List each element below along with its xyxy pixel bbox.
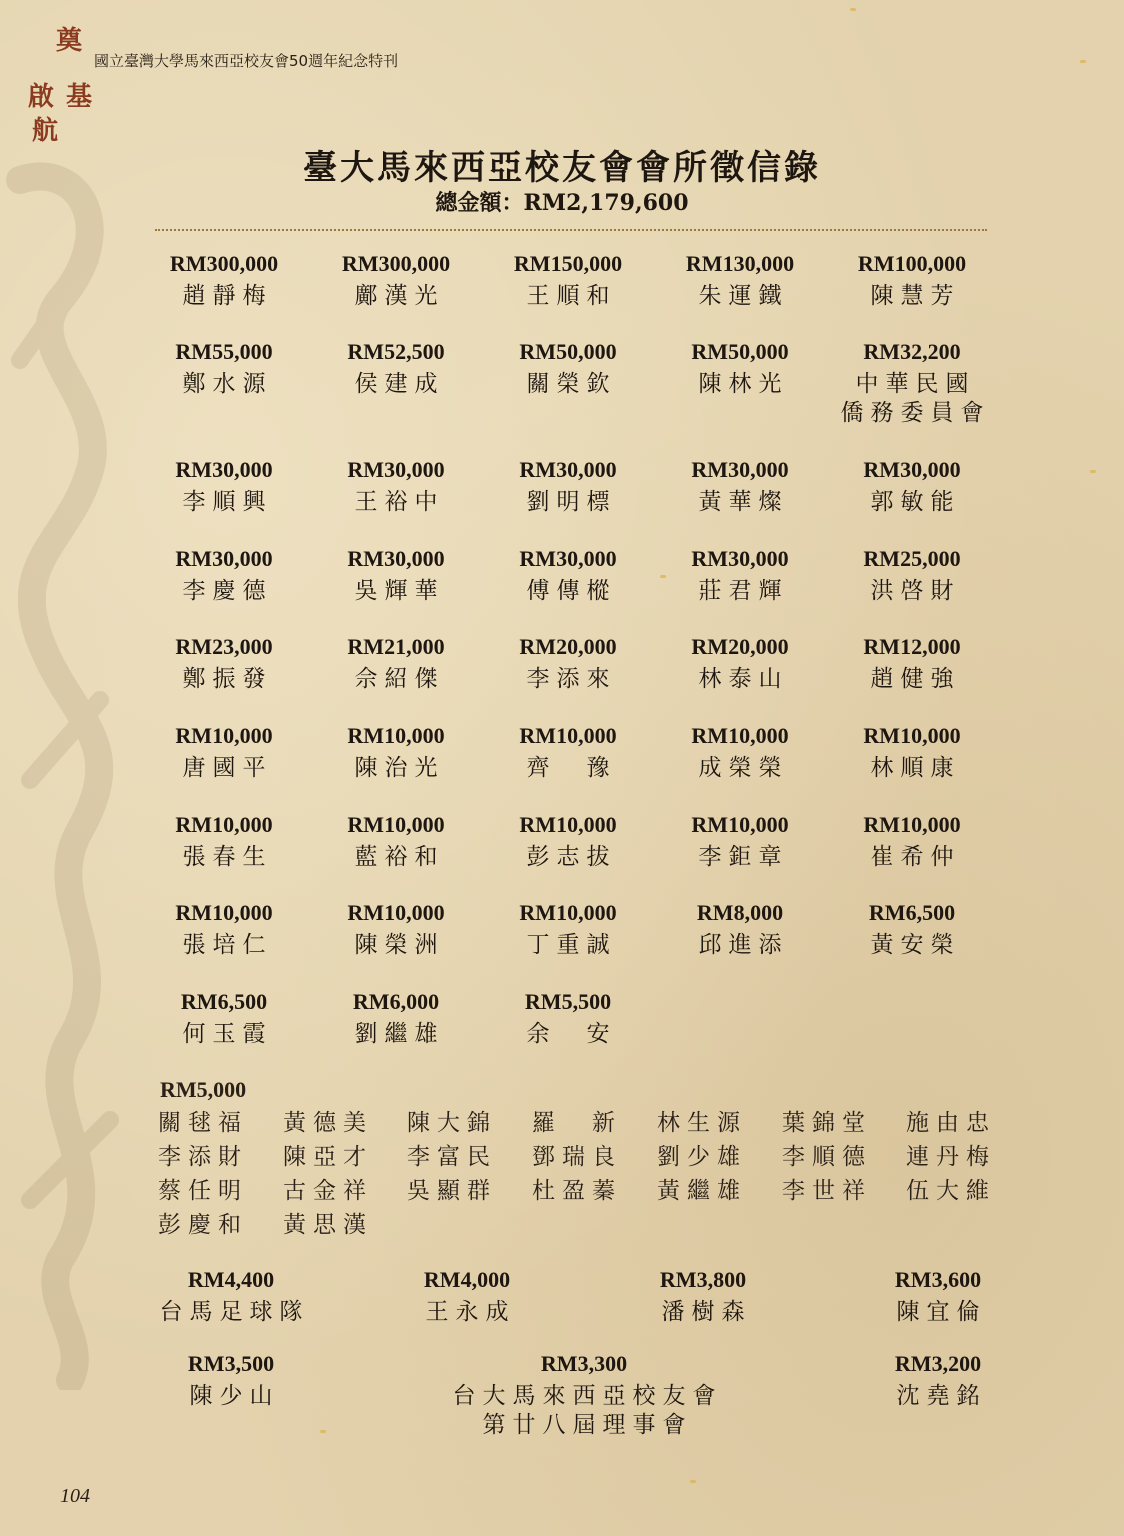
donor-name: 伍大維 [906, 1178, 996, 1204]
donor-name: 李鉅章 [698, 844, 789, 870]
donor-entry [482, 250, 654, 311]
donor-name: 藍裕和 [354, 844, 445, 870]
donation-amount: RM12,000 [863, 634, 961, 659]
donor-entry [826, 250, 998, 311]
donor-name: 洪啓財 [870, 578, 961, 604]
donor-name: 成榮榮 [698, 755, 789, 781]
donor-name: 王裕中 [354, 489, 445, 515]
donation-amount: RM30,000 [519, 457, 617, 482]
logo-char: 基 [66, 82, 93, 112]
rm5000-amount: RM5,000 [160, 1077, 247, 1102]
donation-amount: RM30,000 [863, 457, 961, 482]
donor-name: 朱運鐵 [698, 283, 789, 309]
donor-name: 黃德美 [283, 1110, 373, 1136]
donor-name: 侯建成 [354, 371, 445, 397]
donor-entry [482, 988, 654, 1049]
calligraphy-watermark [0, 140, 150, 1390]
donor-name: 李慶德 [182, 578, 273, 604]
donation-amount: RM20,000 [519, 634, 617, 659]
donor-name: 丁重誠 [526, 932, 617, 958]
donor-name: 陳榮洲 [354, 932, 445, 958]
donor-entry [310, 899, 482, 960]
donor-name: 李富民 [407, 1144, 497, 1170]
donor-entry [828, 1266, 1048, 1327]
donor-entry [310, 250, 482, 311]
donor-entry [310, 338, 482, 399]
donor-entry [138, 722, 310, 783]
gold-fleck [1080, 60, 1086, 63]
donor-entry [654, 811, 826, 872]
donation-amount: RM5,500 [524, 989, 612, 1014]
donor-name: 李添來 [526, 666, 617, 692]
donor-name: 蔡任明 [158, 1178, 248, 1204]
donor-entry [826, 811, 998, 872]
total-amount: 總金額：RM2,179,600 [435, 190, 689, 216]
donor-entry [482, 811, 654, 872]
donation-amount: RM10,000 [175, 900, 273, 925]
bottom-donor-row-2 [138, 1350, 998, 1438]
donor-entry [826, 722, 998, 783]
donor-entry [138, 899, 310, 960]
donor-name: 連丹梅 [906, 1144, 996, 1170]
donor-entry [138, 456, 310, 517]
donor-entry [138, 250, 310, 311]
page-number: 104 [60, 1485, 90, 1507]
donor-name: 葉錦堂 [782, 1110, 872, 1136]
donor-name: 劉少雄 [657, 1144, 747, 1170]
gold-fleck [690, 1480, 696, 1483]
donation-amount: RM6,500 [868, 900, 956, 925]
donation-amount: RM10,000 [691, 812, 789, 837]
donation-amount: RM130,000 [685, 251, 795, 276]
donor-name: 吳顯群 [407, 1178, 497, 1204]
donation-amount: RM25,000 [863, 546, 961, 571]
donor-entry [826, 545, 998, 606]
donation-amount: RM10,000 [347, 812, 445, 837]
donation-amount: RM30,000 [347, 457, 445, 482]
donation-amount: RM10,000 [347, 900, 445, 925]
donation-amount: RM30,000 [175, 457, 273, 482]
donor-entry [654, 338, 826, 399]
donation-amount: RM30,000 [175, 546, 273, 571]
donor-entry [654, 545, 826, 606]
page-title: 臺大馬來西亞校友會會所徵信錄 [303, 148, 821, 188]
gold-fleck [1090, 470, 1096, 473]
donation-amount: RM50,000 [519, 339, 617, 364]
donor-name: 吳輝華 [354, 578, 445, 604]
donation-amount: RM3,300 [540, 1351, 628, 1376]
donor-entry [310, 633, 482, 694]
donor-name: 羅 新 [532, 1110, 622, 1136]
donor-row [138, 633, 998, 717]
donation-amount: RM300,000 [341, 251, 451, 276]
donor-name: 陳大錦 [407, 1110, 497, 1136]
logo-char: 航 [32, 116, 59, 146]
donor-name: 李世祥 [782, 1178, 872, 1204]
donation-amount: RM10,000 [863, 723, 961, 748]
donation-amount: RM10,000 [519, 812, 617, 837]
donation-amount: RM10,000 [863, 812, 961, 837]
bottom-donor-row-1 [138, 1266, 998, 1336]
donation-amount: RM10,000 [519, 900, 617, 925]
donor-entry [593, 1266, 813, 1327]
donor-entry [310, 722, 482, 783]
donor-name: 黃繼雄 [657, 1178, 747, 1204]
donation-amount: RM10,000 [175, 723, 273, 748]
donor-row [138, 545, 998, 629]
donor-name: 張培仁 [182, 932, 273, 958]
logo-char: 奠 [56, 26, 83, 56]
calligraphy-logo [22, 20, 94, 146]
donor-name: 佘紹傑 [354, 666, 445, 692]
donor-entry [482, 545, 654, 606]
donation-amount: RM20,000 [691, 634, 789, 659]
donation-amount: RM30,000 [691, 546, 789, 571]
donor-name: 彭慶和 [158, 1212, 248, 1238]
donor-name: 林泰山 [698, 666, 789, 692]
donor-name: 關榮欽 [526, 371, 617, 397]
donation-amount: RM4,400 [187, 1267, 275, 1292]
donor-entry [654, 633, 826, 694]
donor-name: 王順和 [526, 283, 617, 309]
donation-amount: RM52,500 [347, 339, 445, 364]
donor-entry [71, 1350, 391, 1411]
donor-entry [310, 988, 482, 1049]
donation-amount: RM10,000 [347, 723, 445, 748]
donor-name: 齊 豫 [526, 755, 617, 781]
donor-name: 陳宜倫 [896, 1299, 987, 1325]
donation-amount: RM32,200 [863, 339, 961, 364]
donor-name: 陳亞才 [283, 1144, 373, 1170]
gold-fleck [320, 1430, 326, 1433]
donor-name: 陳治光 [354, 755, 445, 781]
donor-name: 古金祥 [283, 1178, 373, 1204]
donor-name: 鄭水源 [182, 371, 273, 397]
donation-amount: RM30,000 [519, 546, 617, 571]
donor-name: 李順德 [782, 1144, 872, 1170]
donor-entry [310, 811, 482, 872]
donor-name: 劉明標 [526, 489, 617, 515]
donor-entry [482, 722, 654, 783]
donor-name: 莊君輝 [698, 578, 789, 604]
donor-entry [654, 250, 826, 311]
donation-amount: RM3,200 [894, 1351, 982, 1376]
donor-name: 陳林光 [698, 371, 789, 397]
donor-entry [357, 1266, 577, 1327]
donation-amount: RM10,000 [519, 723, 617, 748]
donor-name: 趙健強 [870, 666, 961, 692]
donation-amount: RM50,000 [691, 339, 789, 364]
gold-fleck [850, 8, 856, 11]
donation-amount: RM6,000 [352, 989, 440, 1014]
donor-name-line-2: 第廿八屆理事會 [482, 1412, 693, 1438]
donor-entry [310, 456, 482, 517]
donor-row [138, 988, 998, 1072]
donor-entry [826, 456, 998, 517]
publication-title: 國立臺灣大學馬來西亞校友會50週年紀念特刊 [94, 52, 399, 70]
donor-entry [654, 722, 826, 783]
donor-entry [138, 633, 310, 694]
logo-char: 啟 [28, 82, 55, 112]
donation-amount: RM300,000 [169, 251, 279, 276]
donation-amount: RM6,500 [180, 989, 268, 1014]
donor-row [138, 456, 998, 540]
donor-name: 邱進添 [698, 932, 789, 958]
donor-entry [482, 338, 654, 399]
donation-amount: RM3,800 [659, 1267, 747, 1292]
donor-name: 杜盈蓁 [532, 1178, 622, 1204]
donor-name: 林生源 [657, 1110, 747, 1136]
donor-entry [826, 899, 998, 960]
donor-entry [310, 545, 482, 606]
donation-amount: RM8,000 [696, 900, 784, 925]
donation-amount: RM10,000 [175, 812, 273, 837]
donation-amount: RM100,000 [857, 251, 967, 276]
donor-entry [121, 1266, 341, 1327]
donor-row [138, 811, 998, 895]
donor-entry [826, 338, 998, 428]
donation-amount: RM55,000 [175, 339, 273, 364]
donor-name: 何玉霞 [182, 1021, 273, 1047]
donor-name: 鄧瑞良 [532, 1144, 622, 1170]
donor-name: 黃華燦 [698, 489, 789, 515]
donor-name: 陳慧芳 [870, 283, 961, 309]
donor-name: 崔希仲 [870, 844, 961, 870]
donor-name: 王永成 [425, 1299, 516, 1325]
donor-entry [138, 988, 310, 1049]
donor-entry [482, 633, 654, 694]
donor-entry [778, 1350, 1098, 1411]
donor-row [138, 722, 998, 806]
donor-entry [138, 545, 310, 606]
donor-name: 唐國平 [182, 755, 273, 781]
donor-name: 李順興 [182, 489, 273, 515]
donor-entry [654, 456, 826, 517]
donor-name: 李添財 [158, 1144, 248, 1170]
donation-amount: RM21,000 [347, 634, 445, 659]
donor-name: 余 安 [526, 1021, 617, 1047]
donation-amount: RM4,000 [423, 1267, 511, 1292]
donor-row [138, 250, 998, 334]
donation-amount: RM30,000 [347, 546, 445, 571]
donor-row [138, 338, 998, 426]
donor-name: 林順康 [870, 755, 961, 781]
donation-amount: RM23,000 [175, 634, 273, 659]
donor-row [138, 899, 998, 983]
donor-name: 陳少山 [189, 1383, 280, 1409]
donor-name: 施由忠 [906, 1110, 996, 1136]
donor-name: 郭敏能 [870, 489, 961, 515]
donor-name: 台大馬來西亞校友會 [452, 1383, 723, 1409]
dotted-divider [155, 229, 987, 231]
donor-name: 黃思漢 [283, 1212, 373, 1238]
donation-amount: RM30,000 [691, 457, 789, 482]
donor-name: 張春生 [182, 844, 273, 870]
donor-name: 彭志拔 [526, 844, 617, 870]
donor-name: 沈堯銘 [896, 1383, 987, 1409]
donor-name: 黃安榮 [870, 932, 961, 958]
donation-amount: RM3,500 [187, 1351, 275, 1376]
donor-name: 鄺漢光 [354, 283, 445, 309]
donor-entry [482, 899, 654, 960]
donor-name: 趙靜梅 [182, 283, 273, 309]
donor-name: 關毬福 [158, 1110, 248, 1136]
donation-amount: RM3,600 [894, 1267, 982, 1292]
donor-entry [138, 338, 310, 399]
donor-name: 劉繼雄 [354, 1021, 445, 1047]
donor-entry [138, 811, 310, 872]
donation-amount: RM150,000 [513, 251, 623, 276]
donor-name: 中華民國 [855, 371, 976, 397]
donor-name: 台馬足球隊 [159, 1299, 310, 1325]
donor-entry [826, 633, 998, 694]
donor-name: 傅傳樅 [526, 578, 617, 604]
donor-name-line-2: 僑務委員會 [840, 400, 991, 426]
donor-name: 潘樹森 [661, 1299, 752, 1325]
donor-entry [424, 1350, 744, 1440]
donor-name: 鄭振發 [182, 666, 273, 692]
donor-entry [482, 456, 654, 517]
donation-amount: RM10,000 [691, 723, 789, 748]
donor-entry [654, 899, 826, 960]
